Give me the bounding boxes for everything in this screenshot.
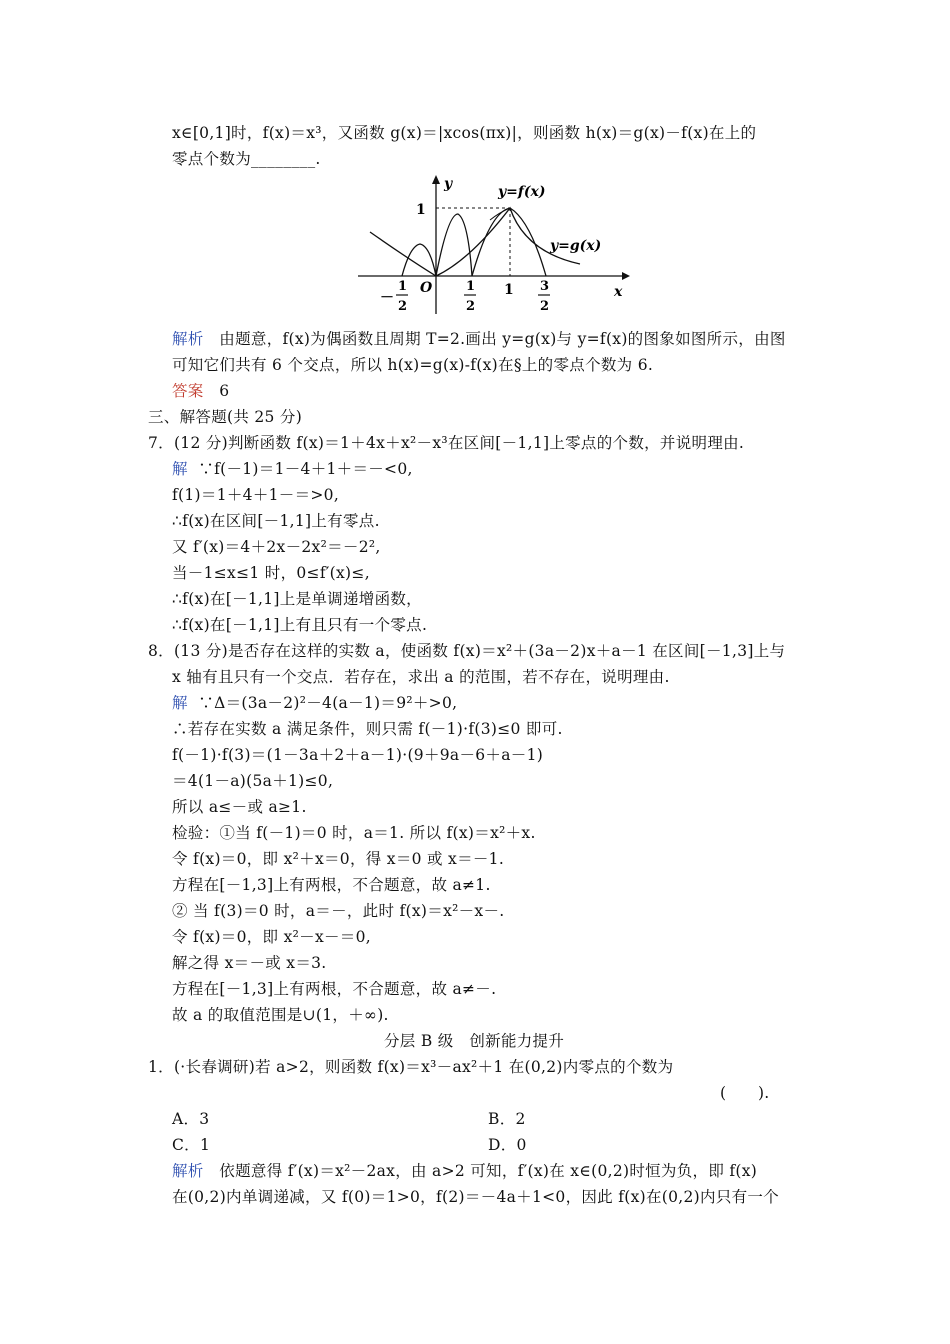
qB1-ana1: 依题意得 f′(x)＝x²－2ax，由 a>2 可知，f′(x)在 x∈(0,2)时恒为负，即 f(x) [219, 1162, 758, 1180]
analysis6-text1: 由题意，f(x)为偶函数且周期 T=2.画出 y=g(x)与 y=f(x)的图象如图所示，由图 [219, 330, 786, 348]
label-gx: y=g(x) [550, 238, 602, 254]
frac-half-den: 2 [466, 299, 476, 314]
q7-stem: 7．(12 分)判断函数 f(x)＝1＋4x＋x²－x³在区间[－1,1]上零点的个数，并说明理由. [148, 434, 745, 452]
qB1-stem: 1．(·长春调研)若 a>2，则函数 f(x)＝x³－ax²＋1 在(0,2)内零点的个数为 [148, 1058, 674, 1076]
label-neg-sign: － [380, 290, 394, 306]
label-origin: O [420, 280, 433, 296]
answer6-label: 答案 [172, 382, 204, 400]
qB1-optA: A．3 [172, 1110, 210, 1128]
qB1-optB: B．2 [488, 1110, 526, 1128]
g-arch-right [472, 208, 546, 276]
qB1-analysis-label: 解析 [172, 1162, 204, 1180]
frac-three-den: 2 [540, 299, 550, 314]
q7-line6: ∴f(x)在[－1,1]上是单调递增函数， [172, 590, 422, 608]
g-arch-left [402, 244, 436, 276]
q7-l1: ∵f(－1)＝1－4＋1＋＝－<0, [198, 460, 413, 478]
levelB-title: 分层 B 级 创新能力提升 [384, 1032, 565, 1050]
q8-line5: 所以 a≤－或 a≥1. [172, 798, 307, 816]
q8-line12: 方程在[－1,3]上有两根，不合题意，故 a≠－. [172, 980, 497, 998]
x-axis-arrow-icon [622, 272, 630, 280]
qB1-blank: ( ). [720, 1084, 770, 1102]
problem6-line2: 零点个数为________. [172, 150, 321, 168]
q8-line3: f(－1)·f(3)＝(1－3a＋2＋a－1)·(9＋9a－6＋a－1) [172, 746, 544, 764]
q8-stem1: 8．(13 分)是否存在这样的实数 a，使函数 f(x)＝x²＋(3a－2)x＋a－1 在区间[－1,3]上与 [148, 642, 786, 660]
qB1-optD: D．0 [488, 1136, 527, 1154]
q8-line9: ② 当 f(3)＝0 时，a＝－，此时 f(x)＝x²－x－. [172, 902, 505, 920]
q8-line8: 方程在[－1,3]上有两根，不合题意，故 a≠1. [172, 876, 491, 894]
answer6-value: 6 [219, 382, 230, 400]
function-graph [350, 172, 630, 318]
q7-solution-label: 解 [172, 460, 188, 478]
q8-line7: 令 f(x)＝0，即 x²＋x＝0，得 x＝0 或 x＝－1. [172, 850, 505, 868]
label-y-axis: y [444, 176, 453, 192]
section3-title: 三、解答题(共 25 分) [148, 408, 303, 426]
analysis6-line1 [172, 328, 786, 350]
frac-neg-den: 2 [398, 299, 408, 314]
q8-line1 [172, 692, 457, 714]
label-fx: y=f(x) [498, 184, 546, 200]
q7-line1 [172, 458, 413, 480]
q7-line2: f(1)＝1＋4＋1－＝>0, [172, 486, 340, 504]
answer6-line [172, 380, 229, 402]
q8-line13: 故 a 的取值范围是∪(1，＋∞). [172, 1006, 389, 1024]
frac-three-num: 3 [540, 279, 550, 294]
q8-line4: ＝4(1－a)(5a＋1)≤0, [172, 772, 334, 790]
q8-line2: ∴若存在实数 a 满足条件，则只需 f(－1)·f(3)≤0 即可. [172, 720, 563, 738]
q8-solution-label: 解 [172, 694, 188, 712]
q8-l1: ∵Δ＝(3a－2)²－4(a－1)＝9²＋>0, [198, 694, 458, 712]
q8-stem2: x 轴有且只有一个交点．若存在，求出 a 的范围，若不存在，说明理由. [172, 668, 670, 686]
qB1-analysis-line1 [172, 1160, 757, 1182]
q8-line10: 令 f(x)＝0，即 x²－x－＝0, [172, 928, 371, 946]
q8-line6: 检验：①当 f(－1)＝0 时，a＝1. 所以 f(x)＝x²＋x. [172, 824, 536, 842]
g-arch-mid [436, 214, 472, 276]
problem6-line1: x∈[0,1]时，f(x)＝x³，又函数 g(x)＝|xcos(πx)|，则函数 h(x)＝g(x)－f(x)在上的 [172, 124, 757, 142]
q8-line11: 解之得 x＝－或 x＝3. [172, 954, 327, 972]
qB1-analysis-line2: 在(0,2)内单调递减，又 f(0)＝1>0，f(2)＝－4a＋1<0，因此 f(x)在(0,2)内只有一个 [172, 1188, 780, 1206]
analysis6-line2: 可知它们共有 6 个交点，所以 h(x)=g(x)-f(x)在§上的零点个数为 6. [172, 356, 654, 374]
q7-line4: 又 f′(x)＝4＋2x－2x²＝－2², [172, 538, 381, 556]
frac-half-num: 1 [466, 279, 476, 294]
analysis6-label: 解析 [172, 330, 204, 348]
q7-line5: 当－1≤x≤1 时，0≤f′(x)≤, [172, 564, 370, 582]
q7-line7: ∴f(x)在[－1,1]上有且只有一个零点. [172, 616, 428, 634]
qB1-optC: C．1 [172, 1136, 211, 1154]
y-axis-arrow-icon [432, 175, 440, 184]
label-one-y: 1 [416, 202, 426, 218]
frac-neg-num: 1 [398, 279, 408, 294]
label-x-axis: x [614, 284, 623, 300]
label-one-x: 1 [504, 282, 514, 298]
q7-line3: ∴f(x)在区间[－1,1]上有零点. [172, 512, 380, 530]
